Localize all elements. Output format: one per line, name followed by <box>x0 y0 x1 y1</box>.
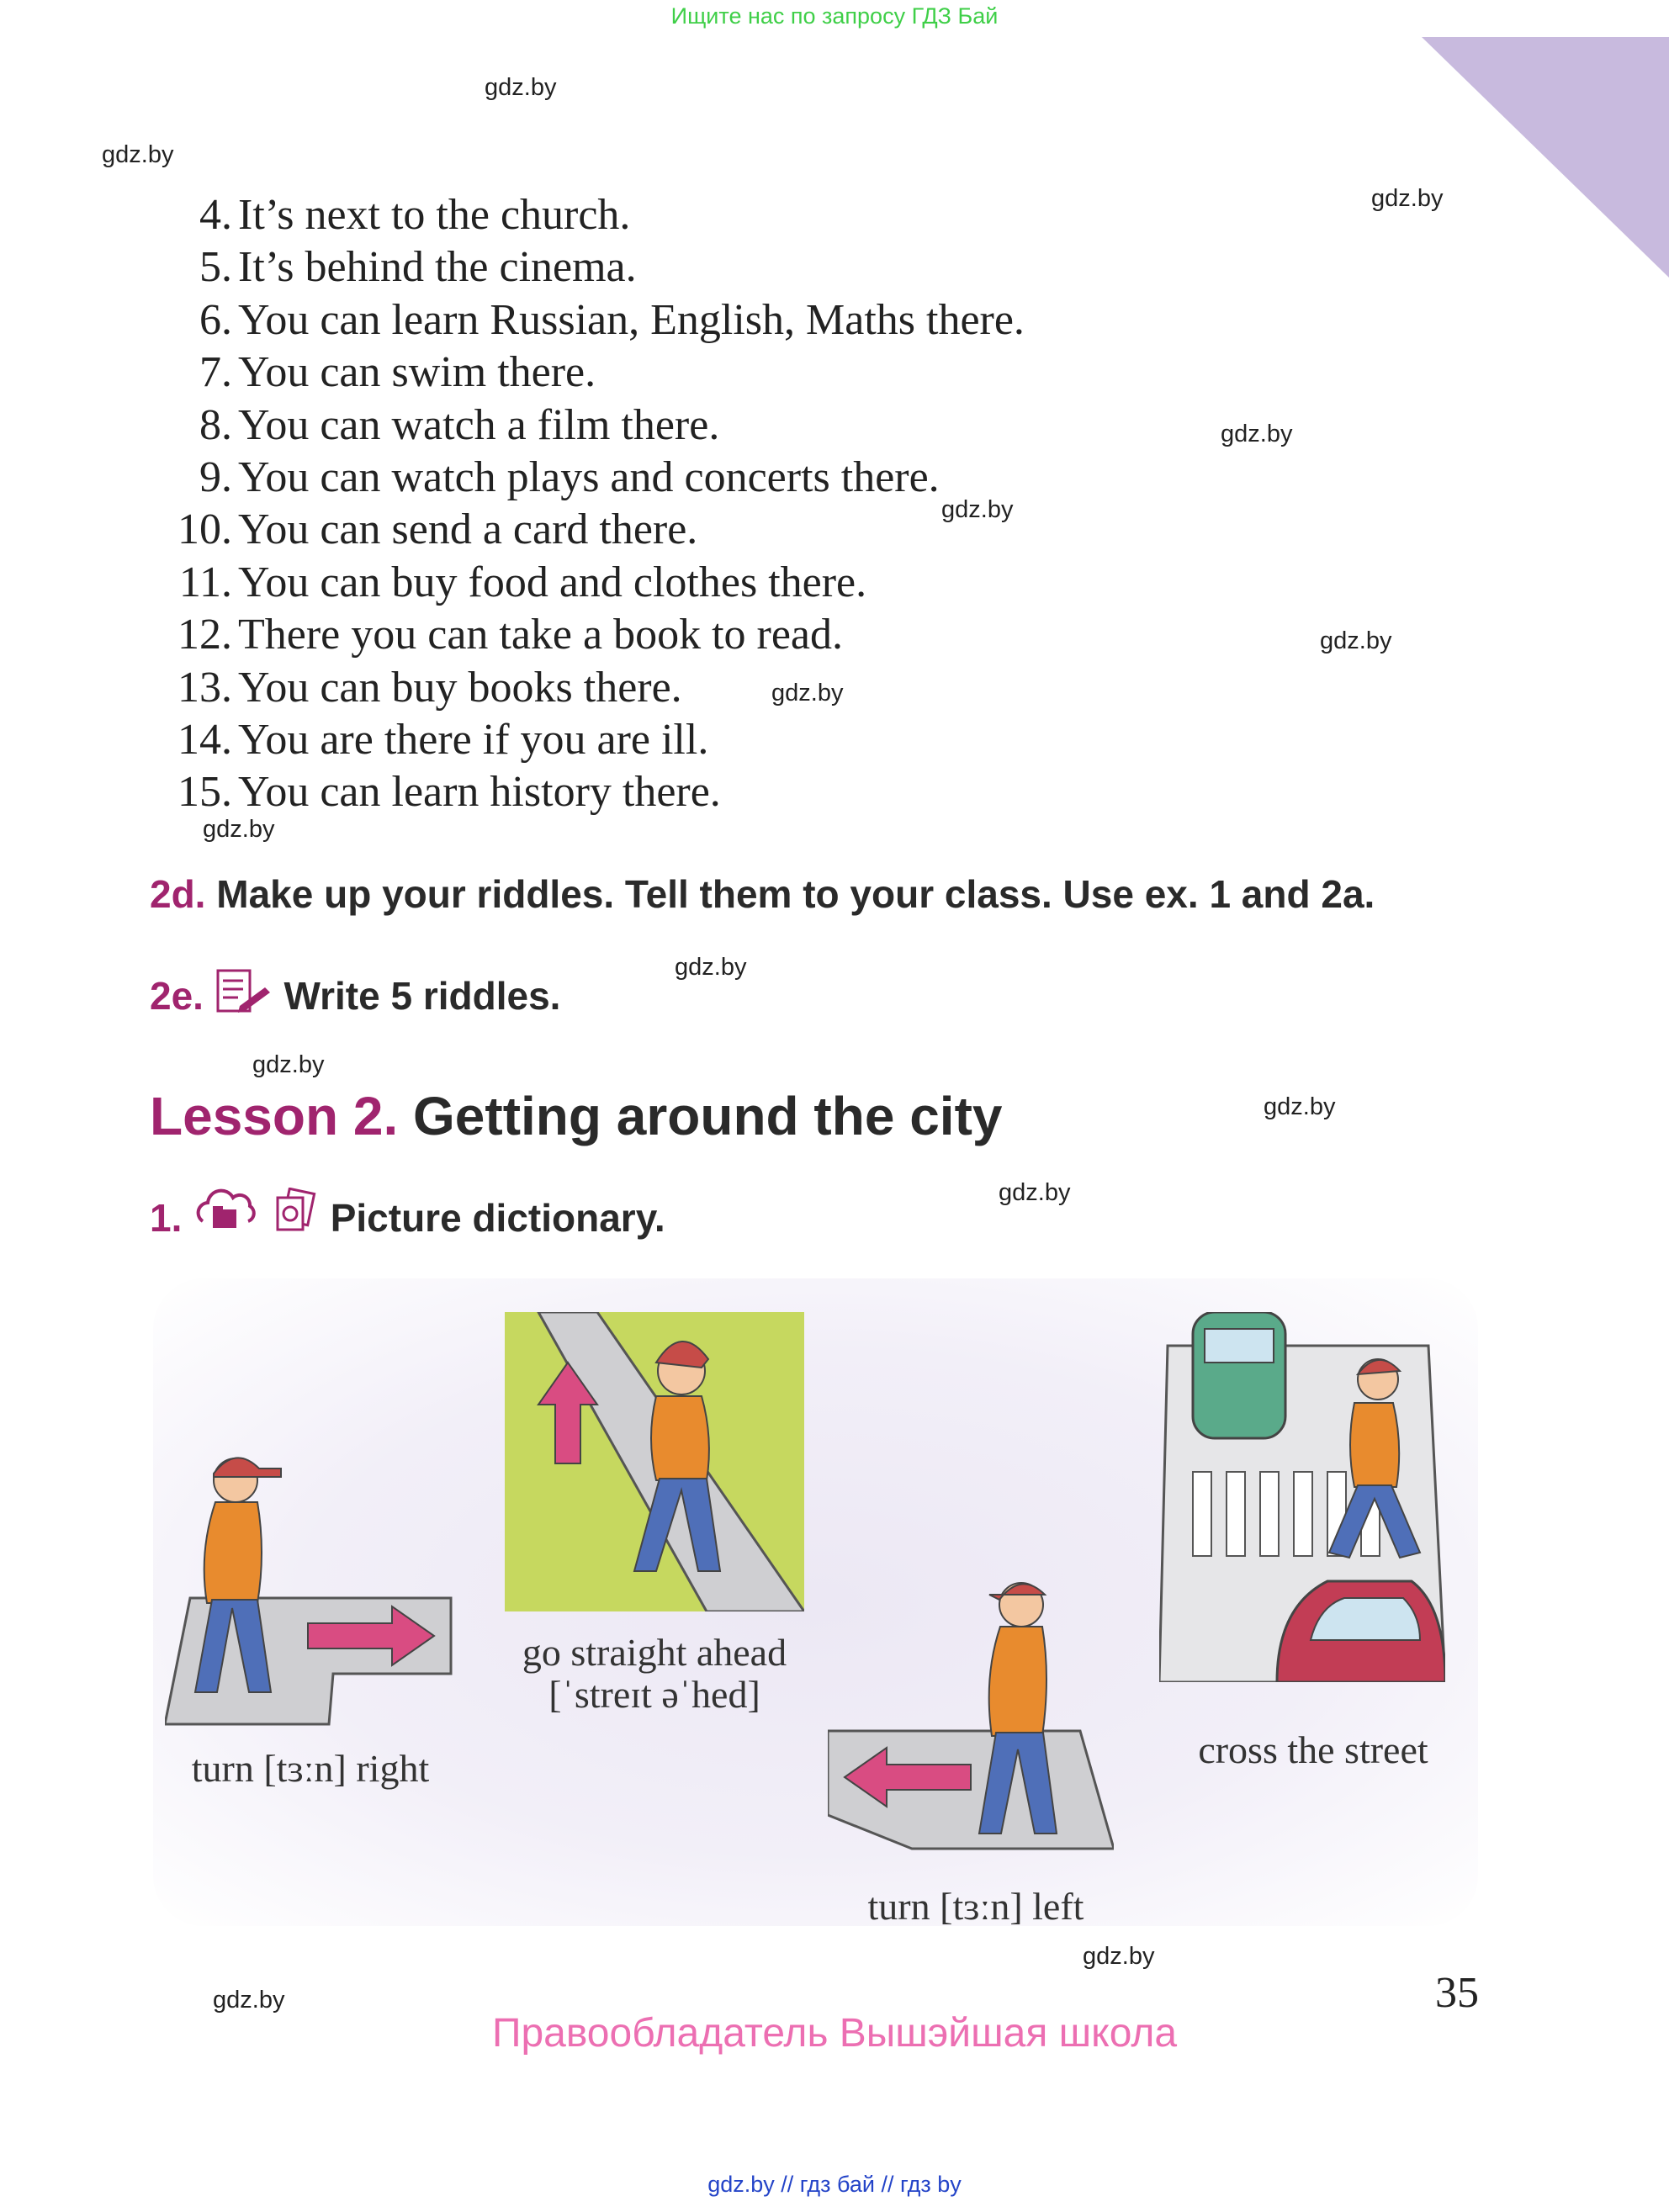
list-number: 14. <box>177 715 232 764</box>
list-text: There you can take a book to read. <box>238 611 844 659</box>
watermark: gdz.by <box>102 141 174 168</box>
watermark: gdz.by <box>941 496 1014 523</box>
watermark: gdz.by <box>252 1051 325 1078</box>
exercise-2d <box>150 871 1375 917</box>
top-banner[interactable]: Ищите нас по запросу ГДЗ Бай <box>670 3 999 29</box>
list-item <box>148 662 682 714</box>
list-number: 8. <box>199 400 232 449</box>
list-number: 9. <box>199 452 232 501</box>
caption-go-straight: go straight ahead <box>522 1631 787 1674</box>
watermark: gdz.by <box>1371 185 1444 212</box>
cross-street-illustration <box>1159 1312 1445 1682</box>
page-number: 35 <box>1435 1969 1479 2017</box>
list-item <box>148 609 844 661</box>
list-text: You can learn Russian, English, Maths there. <box>238 295 1025 344</box>
list-number: 4. <box>199 191 232 239</box>
watermark: gdz.by <box>675 954 747 981</box>
list-text: It’s next to the church. <box>238 191 631 239</box>
go-straight-illustration <box>505 1312 804 1611</box>
caption-go-straight-transcription: [ˈstreɪt əˈhed] <box>548 1673 760 1716</box>
watermark: gdz.by <box>1264 1093 1336 1120</box>
exercise-instruction: Make up your riddles. Tell them to your class. Use ex. 1 and 2a. <box>216 872 1375 916</box>
exercise-label: 1. <box>150 1196 183 1240</box>
lesson-label: Lesson 2. <box>150 1086 399 1146</box>
list-item <box>148 400 720 452</box>
watermark: gdz.by <box>999 1179 1071 1206</box>
exercise-instruction: Write 5 riddles. <box>283 974 561 1018</box>
cloud-folder-icon <box>193 1188 260 1236</box>
list-number: 6. <box>199 295 232 344</box>
list-number: 15. <box>177 768 232 817</box>
turn-left-illustration <box>828 1563 1114 1865</box>
watermark: gdz.by <box>203 816 275 843</box>
exercise-2e <box>150 969 560 1019</box>
list-number: 11. <box>178 558 232 606</box>
list-item <box>148 452 940 504</box>
writing-icon <box>215 969 273 1016</box>
watermark: gdz.by <box>1083 1943 1155 1970</box>
list-number: 5. <box>199 243 232 292</box>
corner-decoration <box>1422 37 1669 278</box>
list-number: 13. <box>177 663 232 712</box>
list-text: You can swim there. <box>238 348 596 397</box>
list-number: 7. <box>199 348 232 397</box>
lesson-title <box>150 1085 1002 1147</box>
list-item <box>148 714 709 766</box>
exercise-instruction: Picture dictionary. <box>330 1196 665 1240</box>
exercise-label: 2d. <box>150 872 206 916</box>
list-text: You can watch a film there. <box>238 400 720 449</box>
list-text: You can send a card there. <box>238 505 698 554</box>
caption-turn-left: turn [tɜːn] left <box>867 1885 1084 1928</box>
list-item <box>148 766 721 818</box>
list-text: You can buy books there. <box>238 663 682 712</box>
caption-turn-right: turn [tɜːn] right <box>191 1747 430 1790</box>
list-item <box>148 557 867 609</box>
list-item <box>148 294 1025 347</box>
list-text: You are there if you are ill. <box>238 715 709 764</box>
lesson-name: Getting around the city <box>413 1086 1003 1146</box>
list-item <box>148 504 698 556</box>
watermark: gdz.by <box>771 680 844 706</box>
list-item <box>148 347 596 399</box>
list-text: It’s behind the cinema. <box>238 243 637 292</box>
watermark: gdz.by <box>485 74 557 101</box>
watermark: gdz.by <box>1221 421 1293 447</box>
caption-cross-street: cross the street <box>1198 1728 1428 1771</box>
copyright-notice: Правообладатель Вышэйшая школа <box>491 2011 1178 2056</box>
exercise-label: 2e. <box>150 974 204 1018</box>
footer-links[interactable]: gdz.by // гдз бай // гдз by <box>707 2172 962 2197</box>
list-number: 10. <box>177 505 232 554</box>
watermark: gdz.by <box>1320 627 1392 654</box>
exercise-1 <box>150 1188 665 1241</box>
list-number: 12. <box>177 611 232 659</box>
list-item <box>148 241 637 294</box>
turn-right-illustration <box>165 1421 461 1729</box>
picture-cards-icon <box>271 1188 320 1236</box>
list-text: You can watch plays and concerts there. <box>238 452 940 501</box>
list-item <box>148 189 631 241</box>
watermark: gdz.by <box>213 1987 285 2014</box>
list-text: You can buy food and clothes there. <box>238 558 867 606</box>
list-text: You can learn history there. <box>238 768 721 817</box>
